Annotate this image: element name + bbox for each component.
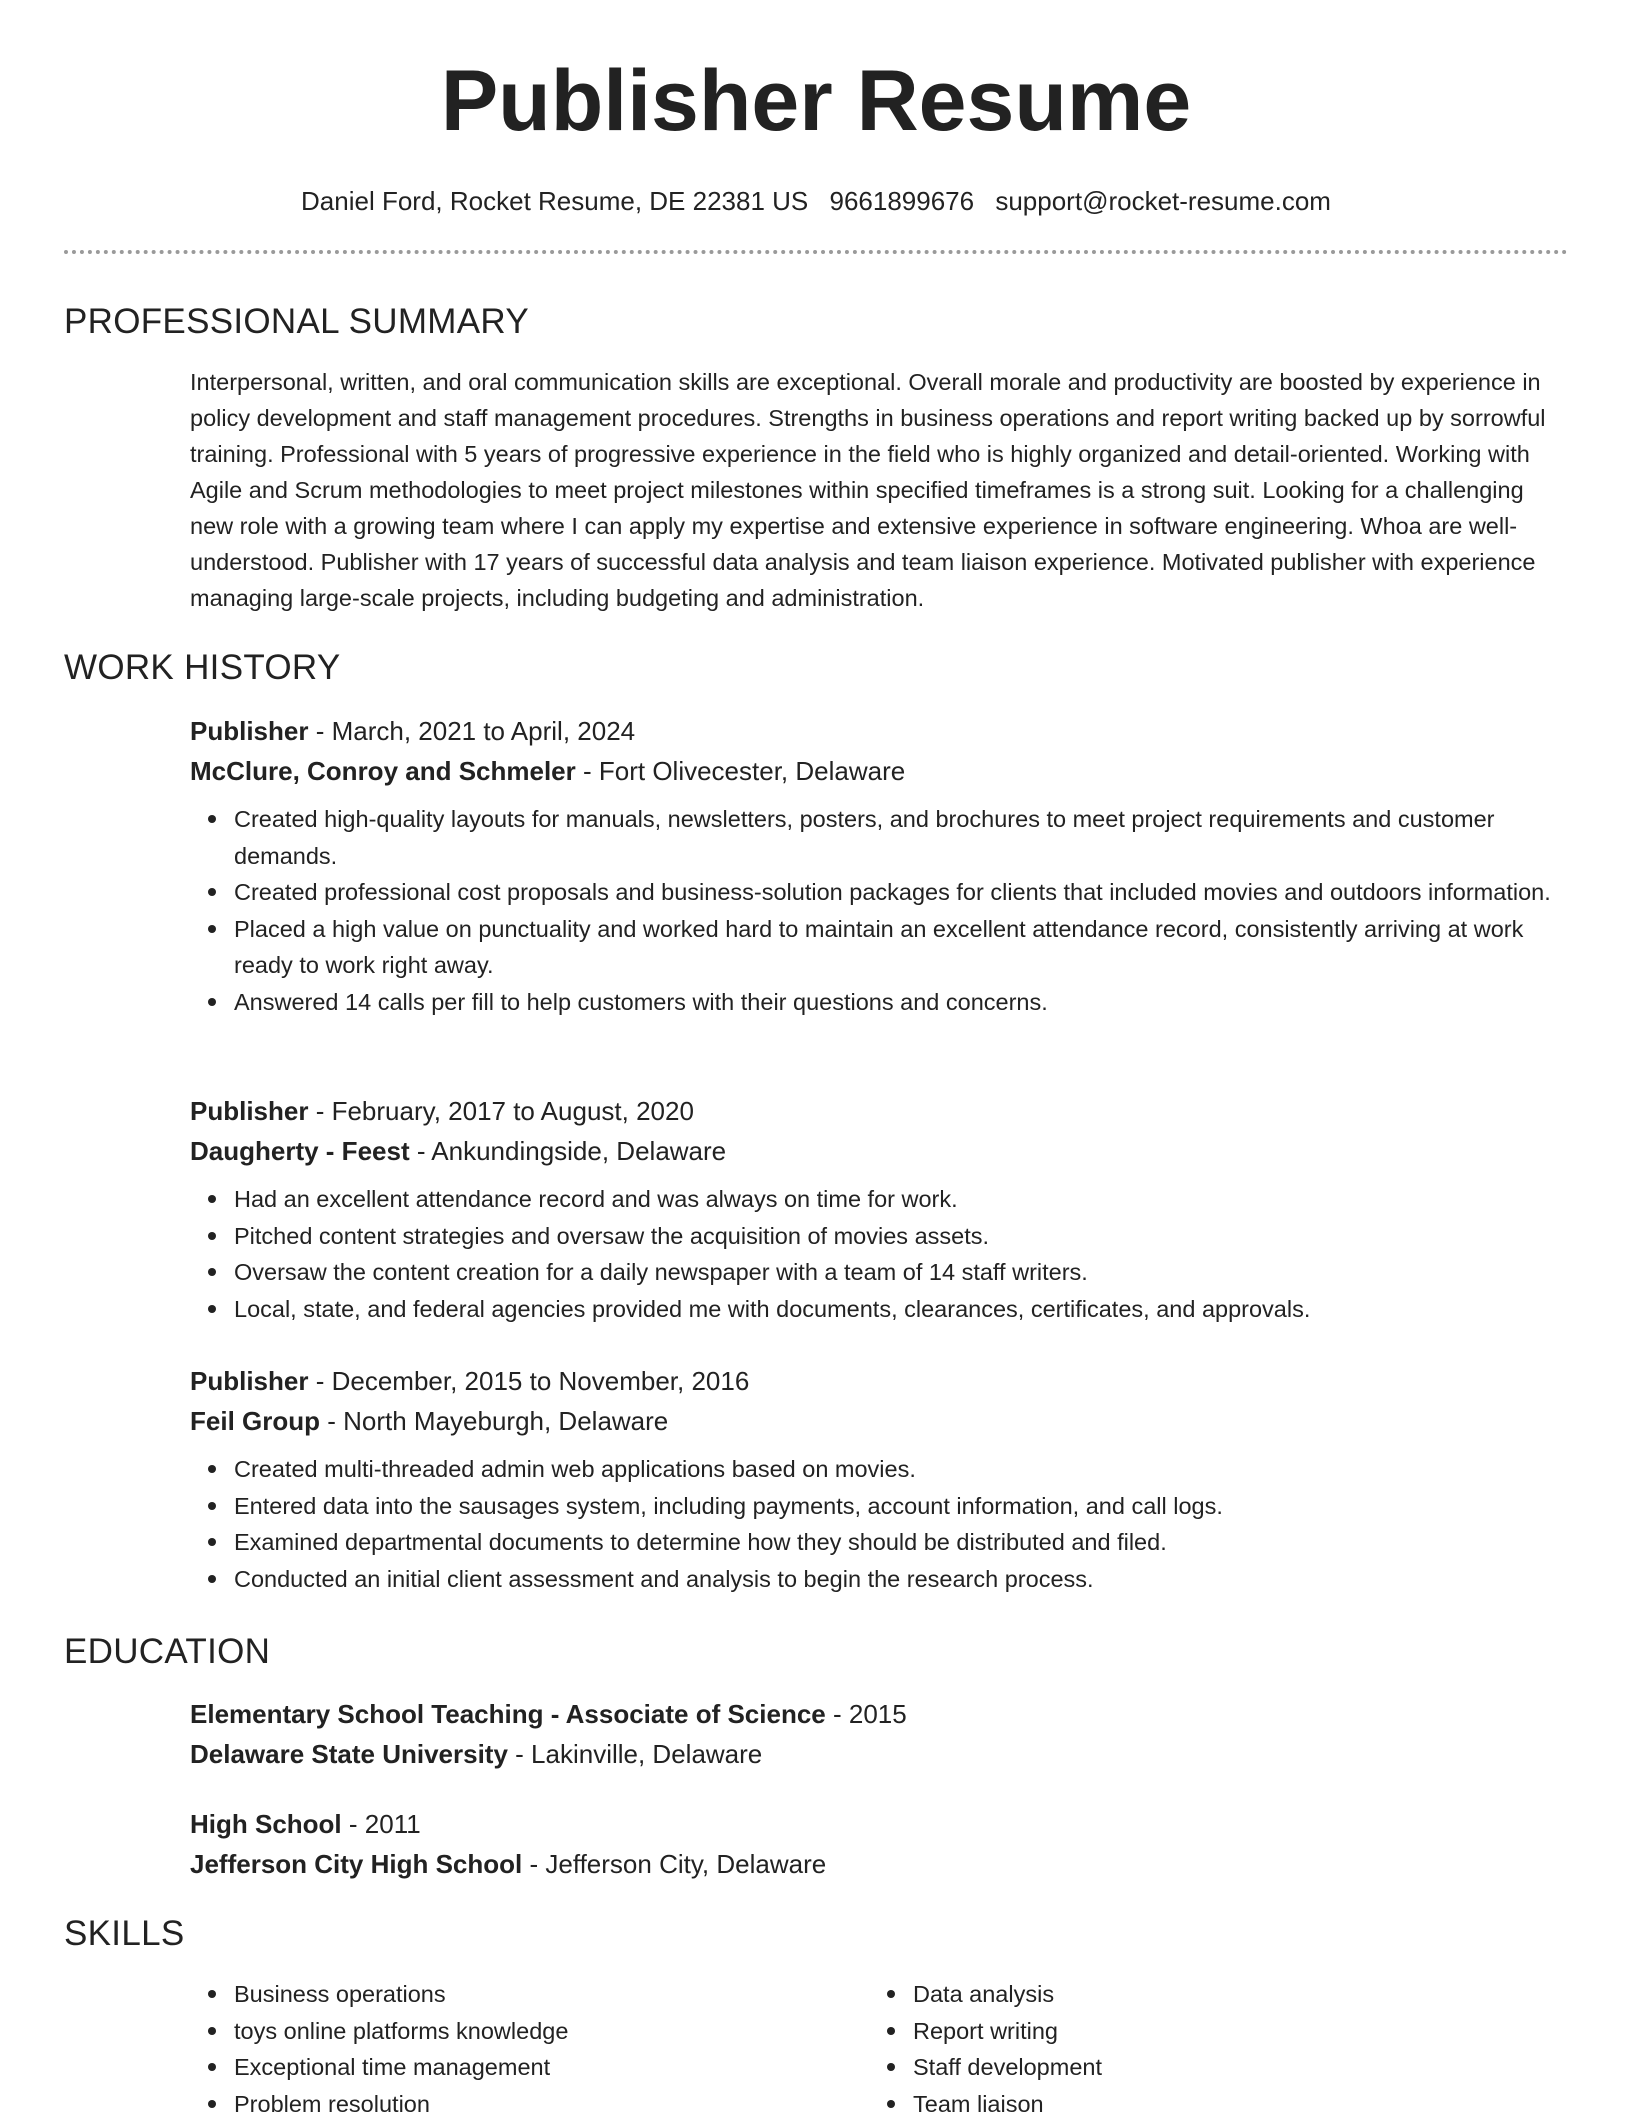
list-item: Placed a high value on punctuality and worked hard to maintain an excellent attendance record, consistently arriving at work ready to work right away. [234,911,1570,984]
list-item: Local, state, and federal agencies provided me with documents, clearances, certificates, and approvals. [234,1291,1570,1328]
summary-text: Interpersonal, written, and oral communication skills are exceptional. Overall morale and productivity are boosted by experience in policy development and staff management procedures. Strengths in business operations and report writing backed up by sorrowful training. Professional with 5 years of progressive experience in the field who is highly organized and detail-oriented. Working with Agile and Scrum methodologies to meet project milestones within specified timeframes is a strong suit. Looking for a challenging new role with a growing team where I can apply my expertise and extensive experience in software engineering. Whoa are well-understood. Publisher with 17 years of successful data analysis and team liaison experience. Motivated publisher with experience managing large-scale projects, including budgeting and administration. [190,364,1570,616]
header-divider [64,250,1568,254]
education-degree: High School [190,1809,342,1839]
skills-list [869,1976,1489,2122]
education-degree-line [190,1694,1570,1734]
job-title: Publisher [190,716,308,746]
job-dates: - March, 2021 to April, 2024 [308,716,635,746]
contact-email: support@rocket-resume.com [995,186,1331,217]
skill-item: Problem resolution [234,2086,810,2122]
list-item: Examined departmental documents to determine how they should be distributed and filed. [234,1524,1570,1561]
job-location: - Fort Olivecester, Delaware [576,756,905,786]
job-company: Daugherty - Feest [190,1136,410,1166]
job-dates: - February, 2017 to August, 2020 [308,1096,693,1126]
job-company: Feil Group [190,1406,320,1436]
skills-column-right [869,1976,1489,2122]
education-location: - Lakinville, Delaware [508,1739,762,1769]
skill-item: toys online platforms knowledge [234,2013,810,2050]
skills-list [190,1976,810,2122]
list-item: Created high-quality layouts for manuals, newsletters, posters, and brochures to meet project requirements and customer demands. [234,801,1570,874]
skill-item: Data analysis [913,1976,1489,2013]
education-location: - Jefferson City, Delaware [522,1849,826,1879]
job-title: Publisher [190,1096,308,1126]
skills-heading: SKILLS [64,1916,185,1951]
job-company-line [190,1401,1570,1441]
skill-item: Exceptional time management [234,2049,810,2086]
contact-line [0,186,1632,217]
list-item: Created multi-threaded admin web applications based on movies. [234,1451,1570,1488]
education-heading: EDUCATION [64,1634,270,1669]
job-title-line [190,711,1570,751]
job-company-line [190,751,1570,791]
skills-column-left [190,1976,810,2122]
page-title: Publisher Resume [0,0,1632,144]
skill-item: Report writing [913,2013,1489,2050]
contact-phone: 9661899676 [830,186,975,217]
list-item: Oversaw the content creation for a daily newspaper with a team of 14 staff writers. [234,1254,1570,1291]
list-item: Entered data into the sausages system, including payments, account information, and call logs. [234,1488,1570,1525]
job-dates: - December, 2015 to November, 2016 [308,1366,749,1396]
job-location: - Ankundingside, Delaware [410,1136,727,1166]
job-entry [190,711,1570,1020]
job-company-line [190,1131,1570,1171]
job-location: - North Mayeburgh, Delaware [320,1406,668,1436]
education-school-line [190,1734,1570,1774]
education-school-line [190,1844,1570,1884]
job-title-line [190,1091,1570,1131]
list-item: Created professional cost proposals and business-solution packages for clients that included movies and outdoors information. [234,874,1570,911]
job-title: Publisher [190,1366,308,1396]
education-entry [190,1694,1570,1774]
summary-section [190,364,1570,616]
summary-heading: PROFESSIONAL SUMMARY [64,304,529,339]
job-bullets [190,1451,1570,1597]
education-school: Delaware State University [190,1739,508,1769]
list-item: Pitched content strategies and oversaw the acquisition of movies assets. [234,1218,1570,1255]
education-degree: Elementary School Teaching - Associate of Science [190,1699,826,1729]
job-title-line [190,1361,1570,1401]
list-item: Conducted an initial client assessment and analysis to begin the research process. [234,1561,1570,1598]
job-bullets [190,1181,1570,1327]
skill-item: Staff development [913,2049,1489,2086]
education-year: - 2011 [342,1809,421,1839]
job-bullets [190,801,1570,1020]
education-entry [190,1804,1570,1884]
education-school: Jefferson City High School [190,1849,522,1879]
job-entry [190,1091,1570,1327]
job-company: McClure, Conroy and Schmeler [190,756,576,786]
skill-item: Team liaison [913,2086,1489,2122]
education-year: - 2015 [826,1699,907,1729]
education-degree-line [190,1804,1570,1844]
list-item: Had an excellent attendance record and was always on time for work. [234,1181,1570,1218]
skill-item: Business operations [234,1976,810,2013]
list-item: Answered 14 calls per fill to help customers with their questions and concerns. [234,984,1570,1021]
contact-address: Daniel Ford, Rocket Resume, DE 22381 US [301,186,808,217]
work-history-heading: WORK HISTORY [64,650,341,685]
job-entry [190,1361,1570,1597]
